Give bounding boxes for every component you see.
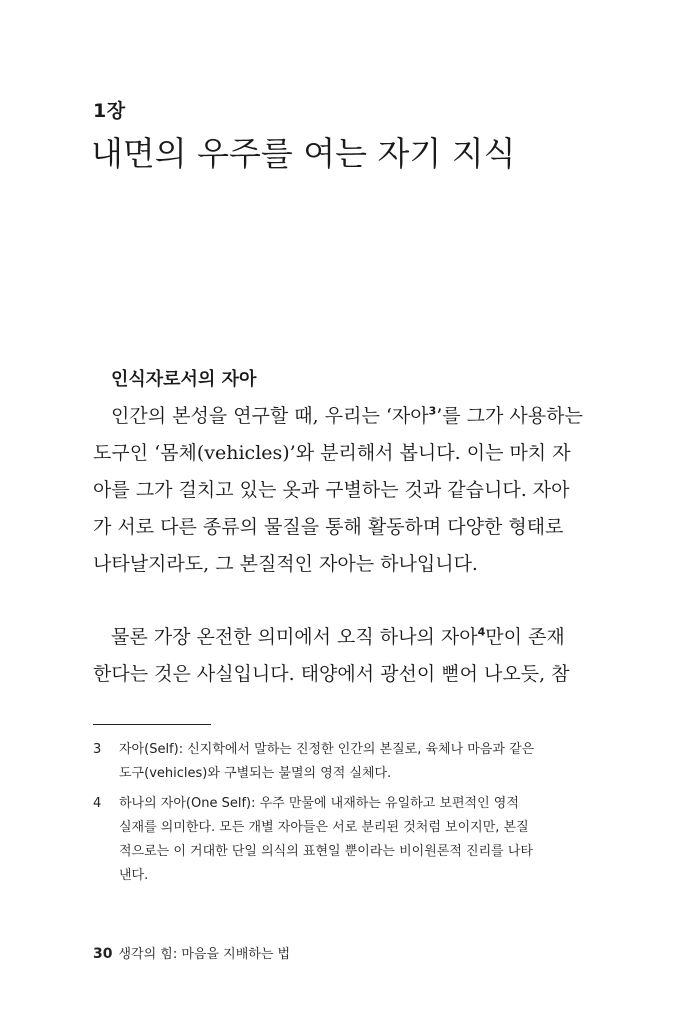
paragraph-line: 도구인 ‘몸체(vehicles)’와 분리해서 봅니다. 이는 마치 자 (93, 442, 571, 464)
section-heading: 인식자로서의 자아 (111, 369, 257, 390)
paragraph-line: 아를 그가 걸치고 있는 옷과 구별하는 것과 같습니다. 자아 (93, 479, 570, 501)
footnote-4 (93, 792, 565, 888)
page-number: 30 (93, 946, 113, 962)
paragraph-line (93, 398, 583, 435)
running-title: 생각의 힘: 마음을 지배하는 법 (118, 947, 291, 962)
footnote-line: 적으로는 이 거대한 단일 의식의 표현일 뿐이라는 비이원론적 진리를 나타 (119, 844, 533, 859)
body-paragraph-2 (93, 619, 570, 693)
paragraph-line: 가 서로 다른 종류의 물질을 통해 활동하며 다양한 형태로 (93, 516, 564, 538)
footnote-line: 자아(Self): 신지학에서 말하는 진정한 인간의 본질로, 육체나 마음과 같은 (119, 742, 535, 757)
footnote-3 (93, 738, 565, 786)
footnote-number: 3 (93, 742, 102, 757)
paragraph-line: 한다는 것은 사실입니다. 태양에서 광선이 뻗어 나오듯, 참 (93, 663, 570, 685)
footnotes (93, 738, 565, 894)
paragraph-line (93, 619, 565, 656)
footnote-divider (93, 724, 211, 725)
text-run: 만이 존재 (485, 626, 565, 648)
paragraph-line: 나타날지라도, 그 본질적인 자아는 하나입니다. (93, 553, 478, 575)
text-run: 물론 가장 온전한 의미에서 오직 하나의 자아 (111, 626, 478, 648)
body-paragraph-1 (93, 398, 583, 583)
text-run: 인간의 본성을 연구할 때, 우리는 ‘자아 (111, 405, 429, 427)
text-run: ’를 그가 사용하는 (436, 405, 583, 427)
footnote-line: 낸다. (119, 868, 149, 883)
chapter-title: 내면의 우주를 여는 자기 지식 (91, 134, 516, 173)
footnote-number: 4 (93, 796, 102, 811)
page-footer (93, 943, 290, 962)
footnote-line: 하나의 자아(One Self): 우주 만물에 내재하는 유일하고 보편적인 영적 (119, 796, 519, 811)
footnote-line: 실재를 의미한다. 모든 개별 자아들은 서로 분리된 것처럼 보이지만, 본질 (119, 820, 529, 835)
footnote-line: 도구(vehicles)와 구별되는 불멸의 영적 실체다. (119, 766, 392, 781)
footnote-ref-4[interactable]: 4 (477, 625, 486, 639)
footnote-ref-3[interactable]: 3 (428, 404, 437, 418)
chapter-number: 1장 (93, 100, 126, 122)
